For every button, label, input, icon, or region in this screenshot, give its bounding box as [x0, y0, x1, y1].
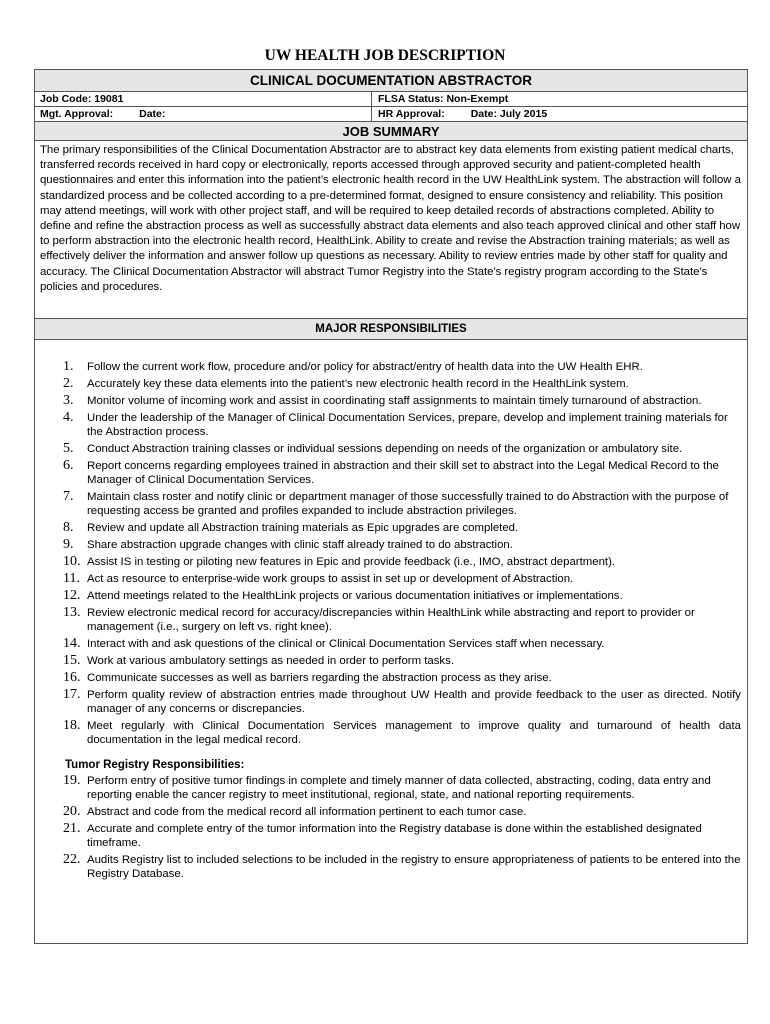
list-item [63, 555, 741, 569]
item-number: 12. [63, 588, 81, 603]
list-item [63, 671, 741, 685]
list-item [63, 538, 741, 552]
item-number: 2. [63, 376, 74, 391]
item-number: 21. [63, 821, 81, 836]
item-number: 18. [63, 718, 81, 733]
job-title: CLINICAL DOCUMENTATION ABSTRACTOR [35, 70, 747, 92]
info-row-2 [35, 107, 747, 122]
item-number: 9. [63, 537, 74, 552]
item-number: 22. [63, 852, 81, 867]
job-description-table [34, 69, 748, 944]
list-item [63, 805, 741, 819]
item-text: Perform entry of positive tumor findings in complete and timely manner of data collected, abstracting, coding, data entry and reporting enable the cancer registry to meet institutional, regional, state, and national reporting requirements. [87, 775, 711, 801]
item-number: 10. [63, 554, 81, 569]
list-item [63, 490, 741, 518]
item-number: 5. [63, 441, 74, 456]
flsa-status: FLSA Status: Non-Exempt [378, 93, 509, 105]
mgt-approval-date: Date: [139, 108, 166, 120]
item-text: Meet regularly with Clinical Documentation Services management to improve quality and turnaround of health data documentation in the legal medical record. [87, 720, 741, 746]
item-text: Accurately key these data elements into the patient’s new electronic health record in the HealthLink system. [87, 378, 629, 390]
item-text: Attend meetings related to the HealthLink projects or various documentation initiatives or implementations. [87, 590, 623, 602]
job-summary-heading: JOB SUMMARY [35, 122, 747, 141]
item-text: Review and update all Abstraction training materials as Epic upgrades are completed. [87, 522, 519, 534]
list-item [63, 411, 741, 439]
item-number: 1. [63, 359, 74, 374]
item-text: Assist IS in testing or piloting new features in Epic and provide feedback (i.e., IMO, abstract department). [87, 556, 616, 568]
item-text: Communicate successes as well as barriers regarding the abstraction process as they arise. [87, 672, 552, 684]
item-text: Audits Registry list to included selections to be included in the registry to ensure appropriateness of patients to be entered into the Registry Database. [87, 854, 741, 880]
major-responsibilities-heading: MAJOR RESPONSIBILITIES [35, 319, 747, 340]
item-text: Conduct Abstraction training classes or individual sessions depending on needs of the organization or ambulatory site. [87, 443, 683, 455]
list-item [63, 394, 741, 408]
info-row-1 [35, 92, 747, 107]
item-text: Act as resource to enterprise-wide work groups to assist in set up or development of Abstraction. [87, 573, 574, 585]
item-number: 7. [63, 489, 74, 504]
item-text: Maintain class roster and notify clinic or department manager of those successfully trained to do Abstraction with the purpose of requesting access be granted and profiles expanded to include abstraction privileges. [87, 491, 729, 517]
list-item [63, 688, 741, 716]
item-number: 14. [63, 636, 81, 651]
item-text: Report concerns regarding employees trained in abstraction and their skill set to abstract into the Legal Medical Record to the Manager of Clinical Documentation Services. [87, 460, 719, 486]
list-item [63, 572, 741, 586]
item-text: Work at various ambulatory settings as needed in order to perform tasks. [87, 655, 454, 667]
tumor-registry-heading: Tumor Registry Responsibilities: [65, 759, 245, 771]
item-text: Share abstraction upgrade changes with clinic staff already trained to do abstraction. [87, 539, 513, 551]
list-item [63, 654, 741, 668]
hr-approval-cell [372, 107, 547, 121]
item-text: Accurate and complete entry of the tumor information into the Registry database is done within the established designated timeframe. [87, 823, 702, 849]
item-number: 8. [63, 520, 74, 535]
responsibilities-list [35, 340, 747, 881]
item-text: Follow the current work flow, procedure and/or policy for abstract/entry of health data into the UW Health EHR. [87, 361, 643, 373]
job-code: Job Code: 19081 [35, 92, 372, 106]
list-item [63, 442, 741, 456]
item-text: Monitor volume of incoming work and assist in coordinating staff assignments to maintain timely turnaround of abstraction. [87, 395, 702, 407]
list-item [63, 822, 741, 850]
list-item [63, 637, 741, 651]
item-number: 19. [63, 773, 81, 788]
item-number: 11. [63, 571, 80, 586]
item-number: 15. [63, 653, 81, 668]
hr-approval-date: Date: July 2015 [470, 108, 548, 120]
item-number: 13. [63, 605, 81, 620]
mgt-approval-label: Mgt. Approval: [40, 108, 114, 120]
item-text: Review electronic medical record for accuracy/discrepancies within HealthLink while abstracting and report to provider or management (i.e., surgery on left vs. right knee). [87, 607, 695, 633]
item-number: 16. [63, 670, 81, 685]
list-item [63, 589, 741, 603]
mgt-approval-cell [35, 107, 372, 121]
item-text: Abstract and code from the medical record all information pertinent to each tumor case. [87, 806, 527, 818]
list-item [63, 377, 741, 391]
document-title: UW HEALTH JOB DESCRIPTION [264, 47, 506, 64]
item-number: 4. [63, 410, 74, 425]
item-number: 6. [63, 458, 74, 473]
list-item [63, 606, 741, 634]
item-number: 20. [63, 804, 81, 819]
job-summary-text: The primary responsibilities of the Clinical Documentation Abstractor are to abstract key data elements from existing patient medical charts, transferred records received in hard copy or electronically, reports accessed through approved security and patient-completed health questionnaires and enter this information into the patient’s electronic health record in the UW HealthLink system. The abstraction will follow a standardized process and be collected according to a pre-determined format, designed to ensure consistency and reliability. This position may attend meetings, will work with other project staff, and will be required to keep detailed records of abstractions completed. Ability to define and refine the abstraction process as well as successfully abstract data elements and also teach approved clinical and other staff how to perform abstraction into the electronic health record, HealthLink. Ability to create and revise the Abstraction training materials; as well as effectively deliver the information and answer follow up questions as necessary. Ability to review entries made by other staff for quality and accuracy. The Clinical Documentation Abstractor will abstract Tumor Registry into the State’s registry program according to the State’s policies and procedures. [35, 141, 747, 319]
item-text: Under the leadership of the Manager of Clinical Documentation Services, prepare, develop and implement training materials for the Abstraction process. [87, 412, 728, 438]
item-text: Perform quality review of abstraction entries made throughout UW Health and provide feedback to the user as directed. Notify manager of any concerns or discrepancies. [87, 689, 741, 715]
list-item [63, 853, 741, 881]
item-text: Interact with and ask questions of the clinical or Clinical Documentation Services staff when necessary. [87, 638, 605, 650]
list-item [63, 360, 741, 374]
list-item [63, 719, 741, 747]
hr-approval-label: HR Approval: [378, 108, 445, 120]
item-number: 3. [63, 393, 74, 408]
item-number: 17. [63, 687, 81, 702]
major-list [63, 360, 741, 747]
list-item [63, 774, 741, 802]
list-item [63, 459, 741, 487]
list-item [63, 521, 741, 535]
tumor-list [63, 774, 741, 881]
